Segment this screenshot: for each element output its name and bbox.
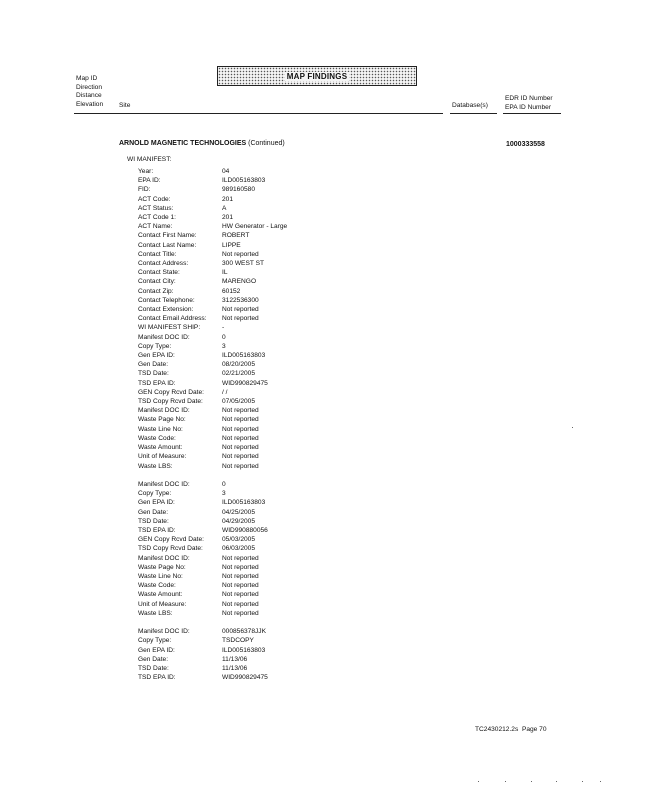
record-value: - (222, 324, 225, 332)
record-row (138, 323, 287, 332)
record-key: Contact Email Address: (138, 315, 207, 323)
header-right-labels (505, 95, 553, 112)
database-column-label: Database(s) (452, 102, 488, 109)
record-value: A (222, 204, 227, 212)
record-row (138, 655, 287, 664)
continued-label: (Continued) (248, 140, 285, 147)
record-row (138, 508, 287, 517)
record-key: ACT Code 1: (138, 214, 176, 222)
record-value: ILD005163803 (222, 352, 266, 360)
record-value: 60152 (222, 287, 241, 295)
record-value: Not reported (222, 306, 259, 314)
record-value: Not reported (222, 572, 259, 580)
record-key: Waste Code: (138, 582, 176, 590)
record-row (138, 360, 287, 369)
record-key: Contact Zip: (138, 287, 174, 295)
record-row (138, 673, 287, 682)
record-value: Not reported (222, 563, 259, 571)
record-value: 300 WEST ST (222, 260, 265, 268)
record-value: Not reported (222, 434, 259, 442)
record-row (138, 268, 287, 277)
record-value: 3122536300 (222, 296, 259, 304)
distance-label: Distance (76, 92, 102, 100)
record-value: 201 (222, 195, 234, 203)
record-row (138, 259, 287, 268)
record-row (138, 554, 287, 563)
record-key: Unit of Measure: (138, 600, 187, 608)
record-value: Not reported (222, 453, 259, 461)
record-row (138, 351, 287, 360)
record-row (138, 425, 287, 434)
record-key: Contact Extension: (138, 306, 194, 314)
record-key: WI MANIFEST SHIP: (138, 324, 201, 332)
record-key: Gen Date: (138, 655, 169, 663)
record-row (138, 231, 287, 240)
record-row (138, 176, 287, 185)
scan-speck (531, 781, 532, 782)
record-value: 02/21/2005 (222, 370, 256, 378)
record-key: Waste Amount: (138, 591, 183, 599)
site-name: ARNOLD MAGNETIC TECHNOLOGIES (119, 140, 247, 147)
record-row (138, 296, 287, 305)
record-value: 05/03/2005 (222, 536, 256, 544)
record-value: Not reported (222, 582, 259, 590)
manifest-records (138, 167, 287, 682)
record-row (138, 222, 287, 231)
page-footer (475, 726, 547, 733)
record-value: ILD005163803 (222, 177, 266, 185)
record-key: TSD Copy Rcvd Date: (138, 545, 203, 553)
record-row (138, 185, 287, 194)
record-key: GEN Copy Rcvd Date: (138, 536, 204, 544)
record-key: Contact First Name: (138, 232, 197, 240)
site-title (119, 140, 285, 147)
record-key: Manifest DOC ID: (138, 628, 190, 636)
record-row (138, 581, 287, 590)
record-key: TSD Date: (138, 370, 169, 378)
record-key: Contact City: (138, 278, 176, 286)
record-key: EPA ID: (138, 177, 161, 185)
record-key: TSD EPA ID: (138, 526, 176, 534)
direction-label: Direction (76, 83, 103, 91)
record-row (138, 250, 287, 259)
record-row (138, 434, 287, 443)
header-left-labels (76, 75, 103, 109)
record-key: Contact Telephone: (138, 296, 195, 304)
record-value: 08/20/2005 (222, 361, 256, 369)
record-row (138, 664, 287, 673)
record-row (138, 443, 287, 452)
record-key: Gen EPA ID: (138, 499, 175, 507)
record-key: Gen Date: (138, 508, 169, 516)
record-value: 11/13/06 (222, 655, 248, 663)
record-spacer (138, 471, 287, 480)
record-key: FID: (138, 186, 151, 194)
record-key: Manifest DOC ID: (138, 480, 190, 488)
record-value: 06/03/2005 (222, 545, 256, 553)
record-row (138, 600, 287, 609)
record-row (138, 590, 287, 599)
record-row (138, 535, 287, 544)
record-key: Gen EPA ID: (138, 646, 175, 654)
record-value: Not reported (222, 554, 259, 562)
record-key: Waste LBS: (138, 462, 173, 470)
scan-speck (478, 781, 479, 782)
record-value: ILD005163803 (222, 499, 266, 507)
record-value: Not reported (222, 425, 259, 433)
record-key: Waste Line No: (138, 425, 183, 433)
record-value: LIPPE (222, 241, 241, 249)
footer-page-number: Page 70 (521, 726, 547, 733)
record-value: Not reported (222, 591, 259, 599)
record-value: HW Generator - Large (222, 223, 288, 231)
record-key: Gen EPA ID: (138, 352, 175, 360)
record-key: ACT Name: (138, 223, 173, 231)
record-row (138, 563, 287, 572)
record-key: Waste Page No: (138, 416, 186, 424)
record-row (138, 277, 287, 286)
record-value: Not reported (222, 250, 259, 258)
record-value: ILD005163803 (222, 646, 266, 654)
record-row (138, 526, 287, 535)
record-row (138, 342, 287, 351)
section-label: WI MANIFEST: (127, 156, 172, 163)
record-key: Unit of Measure: (138, 453, 187, 461)
record-key: Copy Type: (138, 342, 172, 350)
scan-speck (582, 781, 583, 782)
record-row (138, 452, 287, 461)
record-key: Waste Line No: (138, 572, 183, 580)
record-value: 11/13/06 (222, 664, 248, 672)
header-divider (74, 113, 443, 114)
record-value: TSDCOPY (222, 637, 254, 645)
record-row (138, 517, 287, 526)
record-key: Copy Type: (138, 637, 172, 645)
record-row (138, 406, 287, 415)
record-key: Waste Code: (138, 434, 176, 442)
record-row (138, 415, 287, 424)
record-value: Not reported (222, 416, 259, 424)
record-row (138, 167, 287, 176)
record-row (138, 636, 287, 645)
record-value: 201 (222, 214, 234, 222)
record-row (138, 195, 287, 204)
record-row (138, 489, 287, 498)
record-row (138, 314, 287, 323)
record-key: Gen Date: (138, 361, 169, 369)
record-value: WID990829475 (222, 379, 268, 387)
scan-speck (572, 427, 573, 428)
record-key: TSD Date: (138, 664, 169, 672)
record-value: Not reported (222, 407, 259, 415)
record-value: 07/05/2005 (222, 398, 256, 406)
record-value: Not reported (222, 462, 259, 470)
record-row (138, 333, 287, 342)
record-value: ROBERT (222, 232, 250, 240)
record-row (138, 572, 287, 581)
record-value: 0 (222, 333, 226, 341)
record-key: Year: (138, 168, 154, 175)
scan-speck (556, 781, 557, 782)
record-key: Contact Address: (138, 260, 189, 268)
record-value: 04/25/2005 (222, 508, 256, 516)
record-value: 000856378JJK (222, 628, 266, 636)
record-key: Waste Page No: (138, 563, 186, 571)
record-key: Manifest DOC ID: (138, 333, 190, 341)
record-value: Not reported (222, 600, 259, 608)
record-row (138, 480, 287, 489)
record-key: TSD EPA ID: (138, 379, 176, 387)
record-row (138, 498, 287, 507)
record-spacer (138, 618, 287, 627)
record-value: Not reported (222, 315, 259, 323)
record-row (138, 397, 287, 406)
record-key: Contact State: (138, 269, 180, 277)
header-divider-database (450, 113, 497, 114)
record-key: ACT Code: (138, 195, 171, 203)
record-value: 3 (222, 490, 226, 498)
record-value: IL (222, 269, 228, 277)
record-row (138, 379, 287, 388)
scan-speck (505, 781, 506, 782)
record-row (138, 646, 287, 655)
record-row (138, 627, 287, 636)
map-findings-banner (217, 66, 417, 86)
record-row (138, 609, 287, 618)
record-key: Waste LBS: (138, 609, 173, 617)
record-row (138, 213, 287, 222)
map-id-label: Map ID (76, 75, 98, 82)
record-key: Copy Type: (138, 490, 172, 498)
record-row (138, 305, 287, 314)
record-value: 989160580 (222, 186, 256, 194)
record-row (138, 388, 287, 397)
record-key: Contact Last Name: (138, 241, 197, 249)
record-row (138, 462, 287, 471)
record-key: Manifest DOC ID: (138, 407, 190, 415)
record-value: MARENGO (222, 278, 257, 286)
record-row (138, 287, 287, 296)
record-key: TSD Copy Rcvd Date: (138, 398, 203, 406)
edr-id-value: 1000333558 (506, 141, 545, 148)
footer-doc-id: TC2430212.2s (475, 726, 519, 733)
epa-id-label: EPA ID Number (505, 103, 552, 111)
record-value: 04 (222, 168, 230, 175)
record-key: TSD Date: (138, 517, 169, 525)
record-value: 0 (222, 480, 226, 488)
record-row (138, 241, 287, 250)
record-row (138, 204, 287, 213)
record-value: / / (222, 388, 228, 396)
record-value: Not reported (222, 609, 259, 617)
banner-title: MAP FINDINGS (286, 71, 348, 81)
header-divider-id (503, 113, 561, 114)
record-key: Waste Amount: (138, 444, 183, 452)
record-value: 04/29/2005 (222, 517, 256, 525)
record-value: WID990880056 (222, 526, 268, 534)
scan-speck (600, 781, 601, 782)
record-key: GEN Copy Rcvd Date: (138, 388, 204, 396)
site-column-label: Site (119, 102, 131, 109)
record-value: 3 (222, 342, 226, 350)
elevation-label: Elevation (76, 100, 104, 108)
record-row (138, 369, 287, 378)
record-key: ACT Status: (138, 204, 174, 212)
record-value: Not reported (222, 444, 259, 452)
record-value: WID990829475 (222, 674, 268, 682)
record-row (138, 544, 287, 553)
record-key: TSD EPA ID: (138, 674, 176, 682)
edr-id-label: EDR ID Number (505, 95, 553, 102)
record-key: Manifest DOC ID: (138, 554, 190, 562)
record-key: Contact Title: (138, 250, 177, 258)
